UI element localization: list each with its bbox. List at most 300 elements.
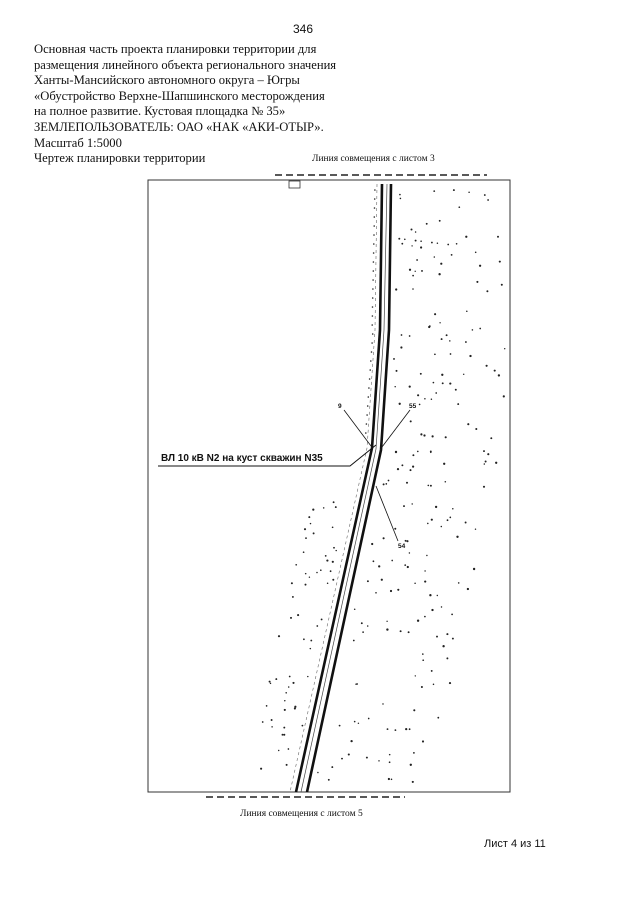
- terrain-dot: [369, 378, 371, 380]
- point-55-label: 55: [409, 403, 417, 410]
- terrain-dot: [433, 382, 435, 384]
- terrain-dot: [373, 234, 375, 236]
- terrain-dot: [441, 526, 443, 528]
- power-line-label: ВЛ 10 кВ N2 на куст скважин N35: [161, 453, 323, 464]
- scale-line: Масштаб 1:5000: [34, 135, 122, 150]
- terrain-dot: [409, 728, 411, 730]
- terrain-dot: [394, 528, 396, 530]
- terrain-dot: [433, 684, 435, 686]
- terrain-dot: [368, 387, 370, 389]
- terrain-dot: [431, 399, 432, 400]
- terrain-dot: [260, 768, 262, 770]
- terrain-dot: [374, 189, 376, 191]
- terrain-dot: [426, 223, 428, 225]
- terrain-dot: [373, 261, 375, 263]
- terrain-dot: [409, 552, 410, 553]
- terrain-dot: [382, 703, 383, 704]
- terrain-dot: [282, 734, 284, 736]
- terrain-dot: [374, 216, 376, 218]
- terrain-dot: [417, 394, 419, 396]
- terrain-dot: [449, 340, 451, 342]
- terrain-dot: [475, 528, 476, 529]
- terrain-dot: [443, 463, 445, 465]
- header-line-3: Ханты-Мансийского автономного округа – Югры: [34, 73, 300, 88]
- terrain-dot: [332, 561, 334, 563]
- terrain-dot: [451, 254, 453, 256]
- terrain-dot: [413, 709, 415, 711]
- terrain-dot: [341, 758, 343, 760]
- terrain-dot: [467, 588, 469, 590]
- terrain-dot: [453, 189, 455, 191]
- terrain-dot: [494, 370, 496, 372]
- terrain-dot: [411, 503, 412, 504]
- terrain-dot: [400, 630, 402, 632]
- terrain-dot: [412, 454, 414, 456]
- terrain-dot: [297, 614, 299, 616]
- terrain-dot: [374, 207, 376, 209]
- terrain-dot: [371, 543, 373, 545]
- terrain-dot: [378, 565, 380, 567]
- terrain-dot: [269, 681, 271, 683]
- terrain-dot: [365, 432, 367, 434]
- terrain-dot: [409, 335, 411, 337]
- terrain-dot: [415, 271, 416, 272]
- terrain-dot: [490, 437, 492, 439]
- point-55-leader: [382, 410, 410, 447]
- terrain-dot: [417, 451, 419, 453]
- terrain-dot: [467, 423, 469, 425]
- terrain-dot: [292, 682, 294, 684]
- terrain-dot: [404, 239, 406, 241]
- terrain-dot: [434, 313, 436, 315]
- terrain-dot: [310, 640, 312, 642]
- terrain-dot: [438, 273, 440, 275]
- terrain-dot: [412, 781, 414, 783]
- terrain-dot: [354, 608, 356, 610]
- terrain-dot: [406, 540, 408, 542]
- terrain-dot: [458, 582, 460, 584]
- terrain-dot: [284, 700, 285, 701]
- terrain-dot: [456, 536, 458, 538]
- terrain-dot: [430, 485, 432, 487]
- terrain-dot: [372, 288, 374, 290]
- terrain-dot: [393, 358, 395, 360]
- terrain-dot: [320, 569, 322, 571]
- terrain-dot: [422, 740, 424, 742]
- terrain-dot: [415, 240, 417, 242]
- terrain-dot: [302, 725, 304, 727]
- terrain-dot: [325, 555, 327, 557]
- terrain-dot: [326, 560, 328, 562]
- terrain-dot: [497, 236, 499, 238]
- terrain-dot: [335, 506, 337, 508]
- terrain-dot: [432, 435, 434, 437]
- terrain-dot: [391, 779, 393, 781]
- terrain-dot: [486, 365, 488, 367]
- terrain-dot: [484, 194, 486, 196]
- terrain-dot: [388, 480, 390, 482]
- terrain-dot: [295, 564, 297, 566]
- terrain-dot: [423, 434, 425, 436]
- terrain-dot: [429, 594, 431, 596]
- header-line-5: на полное развитие. Кустовая площадка № 35»: [34, 104, 286, 119]
- terrain-dot: [335, 550, 336, 551]
- terrain-dot: [339, 725, 341, 727]
- terrain-dot: [424, 616, 426, 618]
- terrain-dot: [292, 596, 294, 598]
- terrain-dot: [312, 509, 314, 511]
- terrain-dot: [395, 451, 397, 453]
- terrain-dot: [304, 528, 306, 530]
- terrain-dot: [362, 631, 364, 633]
- terrain-dot: [433, 190, 435, 192]
- terrain-dot: [398, 238, 400, 240]
- terrain-dot: [388, 778, 390, 780]
- terrain-dot: [439, 220, 441, 222]
- terrain-dot: [284, 709, 286, 711]
- terrain-dot: [383, 483, 385, 485]
- terrain-dot: [389, 754, 391, 756]
- terrain-dot: [371, 324, 373, 326]
- terrain-dot: [332, 579, 334, 581]
- terrain-dot: [430, 452, 432, 454]
- terrain-dot: [399, 194, 401, 196]
- terrain-dot: [305, 537, 307, 539]
- terrain-dot: [445, 436, 447, 438]
- terrain-dot: [372, 297, 374, 299]
- terrain-dot: [371, 342, 373, 344]
- terrain-dot: [487, 453, 489, 455]
- terrain-dot: [435, 392, 437, 394]
- terrain-dot: [458, 206, 460, 208]
- terrain-dot: [463, 374, 464, 375]
- terrain-dot: [431, 609, 433, 611]
- terrain-dot: [400, 198, 402, 200]
- terrain-dot: [434, 256, 436, 258]
- frame-marker-box: [289, 181, 300, 188]
- terrain-dot: [469, 355, 471, 357]
- terrain-dot: [451, 614, 453, 616]
- terrain-dot: [367, 625, 369, 627]
- terrain-dot: [441, 374, 443, 376]
- terrain-dot: [449, 682, 451, 684]
- terrain-dot: [397, 589, 399, 591]
- terrain-dot: [450, 353, 452, 355]
- terrain-dot: [483, 486, 485, 488]
- terrain-dot: [449, 383, 451, 385]
- terrain-dot: [466, 310, 468, 312]
- point-54-label: 54: [398, 543, 406, 550]
- terrain-dot: [366, 414, 368, 416]
- terrain-dot: [420, 433, 422, 435]
- terrain-dot: [424, 570, 425, 571]
- terrain-dot: [498, 374, 500, 376]
- terrain-dot: [394, 386, 395, 387]
- terrain-dot: [452, 638, 454, 640]
- terrain-dot: [350, 740, 352, 742]
- terrain-dot: [412, 275, 414, 277]
- terrain-dot: [410, 420, 412, 422]
- terrain-dot: [452, 508, 454, 510]
- terrain-dot: [385, 483, 387, 485]
- terrain-dot: [422, 659, 424, 661]
- terrain-dot: [465, 522, 467, 524]
- terrain-dot: [472, 329, 474, 331]
- terrain-dot: [372, 306, 374, 308]
- terrain-dot: [503, 395, 505, 397]
- terrain-dot: [289, 676, 291, 678]
- terrain-dot: [309, 577, 310, 578]
- terrain-dot: [317, 772, 319, 774]
- terrain-dot: [400, 346, 402, 348]
- terrain-dot: [374, 198, 376, 200]
- terrain-dot: [456, 243, 458, 245]
- terrain-dot: [333, 547, 335, 549]
- terrain-dot: [439, 322, 440, 323]
- terrain-dot: [429, 325, 431, 327]
- terrain-dot: [332, 526, 334, 528]
- terrain-dot: [367, 580, 369, 582]
- terrain-dot: [283, 727, 285, 729]
- terrain-dot: [404, 564, 406, 566]
- terrain-dot: [401, 464, 403, 466]
- terrain-dot: [366, 423, 368, 425]
- terrain-dot: [395, 288, 397, 290]
- terrain-dot: [407, 566, 409, 568]
- terrain-dot: [465, 341, 467, 343]
- header-line-1: Основная часть проекта планировки территории для: [34, 42, 317, 56]
- power-line-left-edge: [296, 184, 382, 792]
- terrain-dot: [412, 466, 414, 468]
- terrain-dot: [327, 582, 329, 584]
- terrain-dot: [372, 333, 374, 335]
- terrain-dot: [373, 270, 375, 272]
- terrain-dot: [465, 236, 467, 238]
- terrain-dot: [424, 581, 426, 583]
- terrain-dot: [411, 245, 412, 246]
- terrain-dot: [372, 279, 374, 281]
- terrain-dot: [419, 404, 421, 406]
- terrain-dot: [399, 403, 401, 405]
- terrain-dot: [395, 729, 397, 731]
- terrain-dot: [283, 734, 285, 736]
- terrain-dot: [431, 519, 433, 521]
- drawing-type-line: Чертеж планировки территории: [34, 151, 206, 166]
- terrain-dot: [415, 231, 417, 233]
- terrain-dot: [391, 560, 393, 562]
- terrain-dot: [445, 481, 447, 483]
- terrain-dot: [348, 753, 350, 755]
- terrain-dot: [389, 761, 391, 763]
- terrain-dot: [381, 579, 383, 581]
- terrain-dot: [437, 242, 438, 243]
- terrain-dot: [417, 620, 419, 622]
- terrain-dot: [427, 485, 429, 487]
- terrain-dot: [409, 386, 411, 388]
- terrain-dot: [446, 334, 448, 336]
- terrain-dot: [373, 243, 375, 245]
- terrain-dot: [447, 244, 449, 246]
- terrain-dot: [403, 505, 405, 507]
- header-line-2: размещения линейного объекта регионального значения: [34, 57, 337, 72]
- terrain-dot: [386, 628, 388, 630]
- terrain-dot: [386, 621, 387, 622]
- terrain-dot: [437, 717, 439, 719]
- terrain-dot: [414, 583, 416, 585]
- terrain-dot: [266, 705, 268, 707]
- terrain-dot: [270, 683, 271, 684]
- terrain-dot: [328, 779, 330, 781]
- terrain-dot: [271, 726, 272, 727]
- terrain-dot: [436, 636, 438, 638]
- terrain-dot: [442, 382, 444, 384]
- terrain-dot: [446, 633, 448, 635]
- point-9-label: 9: [338, 403, 342, 410]
- terrain-dot: [475, 428, 477, 430]
- terrain-dot: [303, 551, 305, 553]
- terrain-dot: [485, 461, 487, 463]
- terrain-dot: [449, 517, 451, 519]
- terrain-dot: [305, 573, 307, 575]
- terrain-dot: [378, 760, 379, 761]
- terrain-dot: [290, 617, 292, 619]
- drawing-frame: [148, 180, 510, 792]
- terrain-dot: [271, 719, 273, 721]
- terrain-dot: [358, 723, 359, 724]
- terrain-dot: [426, 555, 427, 556]
- terrain-dot: [286, 764, 288, 766]
- terrain-dot: [278, 750, 279, 751]
- terrain-dot: [401, 334, 403, 336]
- terrain-dot: [504, 348, 505, 349]
- terrain-dot: [501, 284, 503, 286]
- terrain-dot: [427, 523, 429, 525]
- terrain-dot: [487, 199, 489, 201]
- terrain-dot: [415, 675, 416, 676]
- terrain-dot: [475, 252, 477, 254]
- terrain-dot: [441, 606, 442, 607]
- terrain-dot: [401, 243, 403, 245]
- terrain-dot: [410, 228, 412, 230]
- terrain-dot: [420, 373, 422, 375]
- terrain-dot: [387, 728, 389, 730]
- terrain-dot: [361, 622, 363, 624]
- terrain-dot: [308, 516, 310, 518]
- terrain-dot: [479, 265, 481, 267]
- terrain-dot: [479, 328, 481, 330]
- terrain-dot: [408, 631, 410, 633]
- terrain-dot: [473, 568, 475, 570]
- terrain-dot: [369, 369, 371, 371]
- terrain-dot: [476, 281, 478, 283]
- terrain-dot: [291, 582, 293, 584]
- terrain-dot: [356, 683, 358, 685]
- terrain-dot: [420, 246, 422, 248]
- terrain-dot: [422, 653, 424, 655]
- terrain-dot: [495, 462, 497, 464]
- terrain-dot: [285, 692, 287, 694]
- terrain-dot: [316, 572, 318, 574]
- top-match-label: Линия совмещения с листом 3: [312, 154, 435, 164]
- terrain-dot: [375, 592, 377, 594]
- terrain-dot: [310, 523, 311, 524]
- terrain-dot: [371, 351, 373, 353]
- terrain-dot: [397, 468, 399, 470]
- terrain-dot: [303, 638, 305, 640]
- header-line-4: «Обустройство Верхне-Шапшинского месторождения: [34, 88, 325, 103]
- terrain-dot: [316, 625, 318, 627]
- power-line-right-edge: [307, 184, 391, 792]
- terrain-dot: [353, 640, 355, 642]
- terrain-dot: [421, 270, 423, 272]
- terrain-dot: [455, 389, 457, 391]
- terrain-dot: [262, 721, 264, 723]
- terrain-dot: [405, 540, 407, 542]
- terrain-dot: [294, 706, 296, 708]
- terrain-dot: [373, 225, 375, 227]
- terrain-dots: [260, 189, 505, 783]
- terrain-dot: [354, 721, 356, 723]
- terrain-dot: [366, 757, 368, 759]
- bottom-match-label: Линия совмещения с листом 5: [240, 809, 363, 819]
- terrain-dot: [331, 766, 333, 768]
- point-54-leader: [376, 486, 398, 541]
- terrain-dot: [441, 338, 443, 340]
- terrain-dot: [383, 537, 385, 539]
- terrain-dot: [373, 252, 375, 254]
- sheet-number: Лист 4 из 11: [484, 838, 546, 850]
- terrain-dot: [372, 315, 374, 317]
- terrain-dot: [275, 678, 277, 680]
- terrain-dot: [435, 506, 437, 508]
- terrain-dot: [412, 288, 414, 290]
- terrain-dot: [278, 635, 280, 637]
- terrain-dot: [333, 501, 335, 503]
- terrain-dot: [416, 259, 418, 261]
- page-number: 346: [293, 22, 314, 36]
- terrain-dot: [323, 507, 325, 509]
- terrain-dot: [483, 450, 485, 452]
- terrain-dot: [368, 396, 370, 398]
- terrain-dot: [310, 648, 311, 649]
- terrain-dot: [410, 764, 412, 766]
- terrain-dot: [367, 405, 369, 407]
- terrain-dot: [305, 584, 307, 586]
- terrain-dot: [370, 360, 372, 362]
- terrain-dot: [410, 469, 412, 471]
- terrain-dot: [313, 532, 315, 534]
- terrain-dot: [442, 645, 444, 647]
- terrain-dot: [390, 590, 392, 592]
- terrain-dot: [321, 618, 323, 620]
- terrain-dot: [396, 370, 398, 372]
- terrain-dot: [431, 670, 433, 672]
- terrain-dot: [409, 269, 411, 271]
- terrain-dot: [288, 686, 290, 688]
- terrain-dot: [405, 728, 407, 730]
- terrain-dot: [434, 353, 436, 355]
- terrain-dot: [486, 290, 488, 292]
- terrain-dot: [446, 657, 448, 659]
- terrain-dot: [447, 519, 449, 521]
- terrain-dot: [499, 261, 501, 263]
- terrain-dot: [368, 718, 370, 720]
- terrain-dot: [420, 240, 422, 242]
- terrain-dot: [424, 398, 426, 400]
- terrain-dot: [406, 482, 408, 484]
- terrain-dot: [307, 676, 308, 677]
- terrain-dot: [468, 191, 470, 193]
